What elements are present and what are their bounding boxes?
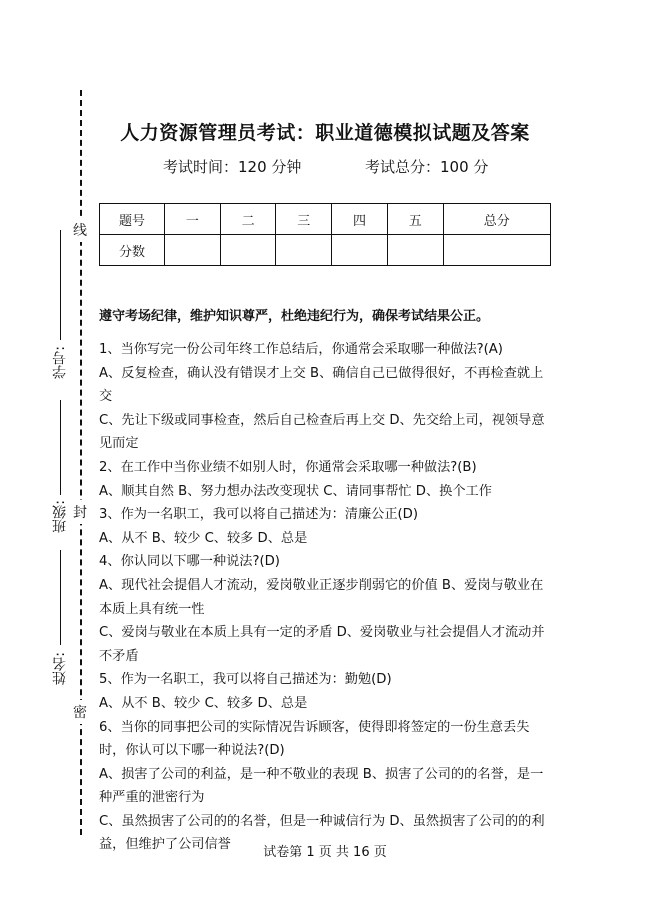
questions-body — [99, 338, 555, 857]
table-cell: 题号 — [100, 204, 165, 235]
exam-time: 考试时间：120 分钟 — [163, 158, 302, 176]
question-line: A、从不 B、较少 C、较多 D、总是 — [99, 530, 308, 546]
question-line: 3、作为一名职工，我可以将自己描述为：清廉公正(D) — [99, 507, 418, 523]
table-cell: 二 — [220, 204, 276, 235]
question-line: 5、作为一名职工，我可以将自己描述为：勤勉(D) — [99, 672, 392, 688]
score-input-cell — [220, 235, 276, 266]
question-line: 2、在工作中当你业绩不如别人时，你通常会采取哪一种做法?(B) — [99, 459, 477, 475]
question-line: C、虽然损害了公司的的名誉，但是一种诚信行为 D、虽然损害了公司的的利益，但维护了公司信誉 — [99, 813, 545, 853]
seal-char-seal: 封 — [72, 500, 88, 524]
page-title: 人力资源管理员考试：职业道德模拟试题及答案 — [120, 122, 530, 144]
question-line: C、爱岗与敬业在本质上具有一定的矛盾 D、爱岗敬业与社会提倡人才流动并不矛盾 — [99, 625, 545, 664]
student-id-label: 学号: — [52, 346, 68, 379]
score-input-cell — [332, 235, 388, 266]
question-line: 4、你认同以下哪一种说法?(D) — [99, 554, 280, 570]
question-line: A、顺其自然 B、努力想办法改变现状 C、请同事帮忙 D、换个工作 — [99, 483, 492, 499]
score-table-score-row — [100, 235, 551, 266]
seal-char-line: 线 — [72, 218, 88, 242]
score-input-cell — [276, 235, 332, 266]
table-cell: 三 — [276, 204, 332, 235]
table-cell: 总分 — [443, 204, 550, 235]
score-table — [99, 203, 551, 266]
student-id-underline — [60, 230, 61, 340]
question-line: C、先让下级或同事检查，然后自己检查后再上交 D、先交给上司，视领导意见而定 — [99, 412, 545, 452]
question-line: A、从不 B、较少 C、较多 D、总是 — [99, 695, 308, 711]
table-cell: 一 — [165, 204, 221, 235]
question-line: A、反复检查，确认没有错误才上交 B、确信自己已做得很好，不再检查就上交 — [99, 365, 544, 405]
name-underline — [60, 550, 61, 645]
question-line: A、现代社会提倡人才流动，爱岗敬业正逐步削弱它的价值 B、爱岗与敬业在本质上具有统一性 — [99, 577, 544, 617]
table-cell: 分数 — [100, 235, 165, 266]
class-underline — [60, 400, 61, 495]
page-footer: 试卷第 1 页 共 16 页 — [263, 845, 387, 860]
question-line: 6、当你的同事把公司的实际情况告诉顾客，使得即将签定的一份生意丢失时，你认可以下哪一种说法?(D) — [99, 719, 530, 759]
class-label: 班级: — [52, 500, 68, 533]
score-input-cell — [443, 235, 550, 266]
question-line: A、损害了公司的利益，是一种不敬业的表现 B、损害了公司的的名誉，是一种严重的泄密行为 — [99, 766, 544, 806]
table-cell: 五 — [387, 204, 443, 235]
exam-total-score: 考试总分：100 分 — [365, 158, 489, 176]
name-label: 姓名: — [52, 652, 68, 685]
question-line: 1、当你写完一份公司年终工作总结后，你通常会采取哪一种做法?(A) — [99, 342, 503, 357]
score-table-header-row — [100, 204, 551, 235]
table-cell: 四 — [332, 204, 388, 235]
seal-char-secret: 密 — [72, 700, 88, 724]
exam-notice: 遵守考场纪律，维护知识尊严，杜绝违纪行为，确保考试结果公正。 — [99, 309, 490, 324]
score-input-cell — [387, 235, 443, 266]
score-input-cell — [165, 235, 221, 266]
